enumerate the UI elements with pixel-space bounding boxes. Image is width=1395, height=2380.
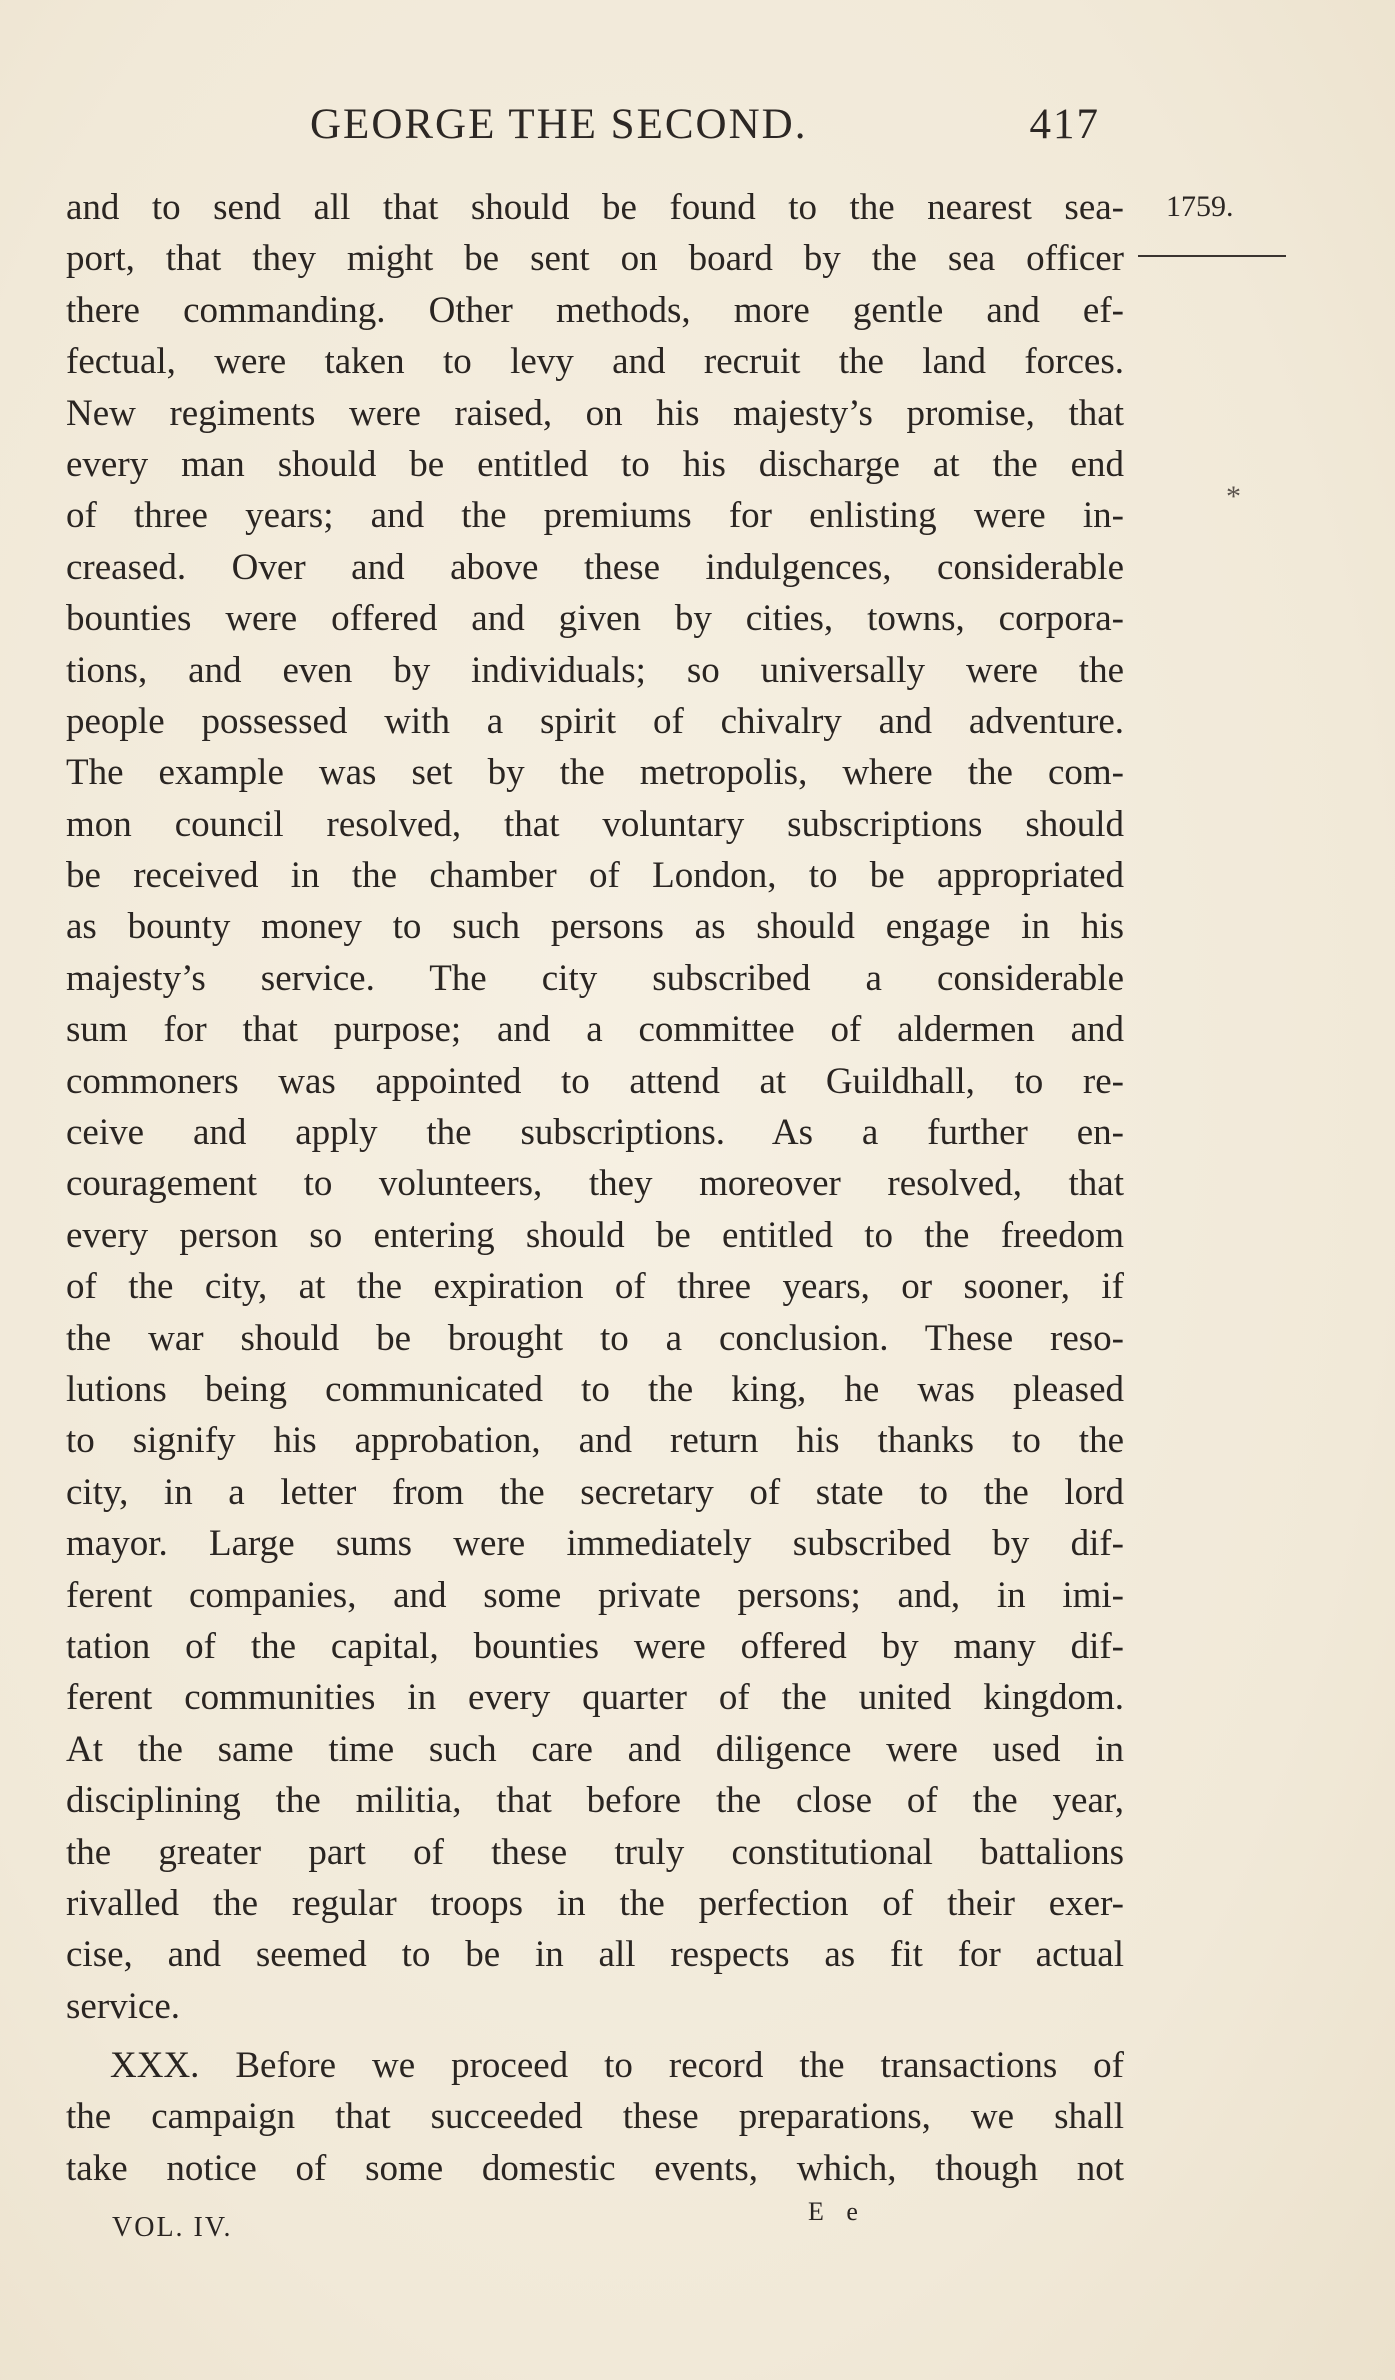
text-line: ferent companies, and some private persons; and, in imi- — [66, 1574, 1124, 1616]
paragraph-start-line: XXX. Before we proceed to record the transactions of — [110, 2045, 1124, 2087]
text-line: rivalled the regular troops in the perfection of their exer- — [66, 1882, 1124, 1924]
text-line: there commanding. Other methods, more gentle and ef- — [66, 289, 1124, 331]
text-line: of three years; and the premiums for enlisting were in- — [66, 495, 1124, 537]
text-line: tation of the capital, bounties were offered by many dif- — [66, 1625, 1124, 1667]
page-number: 417 — [1029, 101, 1100, 148]
text-line: port, that they might be sent on board by the sea officer — [66, 238, 1124, 280]
body-text — [66, 182, 1124, 2194]
text-line: New regiments were raised, on his majesty’s promise, that — [66, 392, 1124, 434]
text-line: disciplining the militia, that before the close of the year, — [66, 1780, 1124, 1822]
text-line: creased. Over and above these indulgences, considerable — [66, 546, 1124, 588]
text-line: be received in the chamber of London, to be appropriated — [66, 855, 1124, 897]
text-line: service. — [66, 1985, 181, 2027]
text-line: mon council resolved, that voluntary subscriptions should — [66, 803, 1124, 845]
margin-asterisk-mark: * — [1226, 480, 1241, 513]
text-line: majesty’s service. The city subscribed a considerable — [66, 957, 1124, 999]
text-line: lutions being communicated to the king, he was pleased — [66, 1368, 1124, 1410]
text-line: commoners was appointed to attend at Guildhall, to re- — [66, 1060, 1124, 1102]
text-line: At the same time such care and diligence were used in — [66, 1728, 1124, 1770]
text-line: mayor. Large sums were immediately subscribed by dif- — [66, 1523, 1124, 1565]
text-line: every person so entering should be entitled to the freedom — [66, 1214, 1124, 1256]
text-line: The example was set by the metropolis, where the com- — [66, 752, 1124, 794]
volume-label: VOL. IV. — [112, 2212, 233, 2243]
text-line: as bounty money to such persons as should engage in his — [66, 906, 1124, 948]
text-line: bounties were offered and given by cities, towns, corpora- — [66, 598, 1124, 640]
text-line: ceive and apply the subscriptions. As a further en- — [66, 1112, 1124, 1154]
text-line: people possessed with a spirit of chivalry and adventure. — [66, 700, 1124, 742]
text-line: the campaign that succeeded these preparations, we shall — [66, 2096, 1124, 2138]
text-line: cise, and seemed to be in all respects as fit for actual — [66, 1934, 1124, 1976]
text-line: couragement to volunteers, they moreover resolved, that — [66, 1163, 1124, 1205]
text-line: and to send all that should be found to the nearest sea- — [66, 187, 1124, 228]
text-line: take notice of some domestic events, which, though not — [66, 2147, 1124, 2189]
text-line: city, in a letter from the secretary of state to the lord — [66, 1471, 1124, 1513]
margin-year: 1759. — [1166, 190, 1234, 223]
running-title: GEORGE THE SECOND. — [310, 101, 808, 148]
text-line: sum for that purpose; and a committee of aldermen and — [66, 1009, 1124, 1051]
text-line: of the city, at the expiration of three years, or sooner, if — [66, 1266, 1124, 1308]
text-line: to signify his approbation, and return his thanks to the — [66, 1420, 1124, 1462]
text-line: tions, and even by individuals; so universally were the — [66, 649, 1124, 691]
text-line: the war should be brought to a conclusion. These reso- — [66, 1317, 1124, 1359]
text-line: fectual, were taken to levy and recruit the land forces. — [66, 341, 1124, 383]
text-line: every man should be entitled to his discharge at the end — [66, 443, 1124, 485]
margin-rule — [1138, 255, 1286, 257]
running-head — [300, 100, 1100, 160]
text-line: ferent communities in every quarter of the united kingdom. — [66, 1677, 1124, 1719]
signature-mark: E e — [808, 2197, 866, 2226]
text-line: the greater part of these truly constitutional battalions — [66, 1831, 1124, 1873]
